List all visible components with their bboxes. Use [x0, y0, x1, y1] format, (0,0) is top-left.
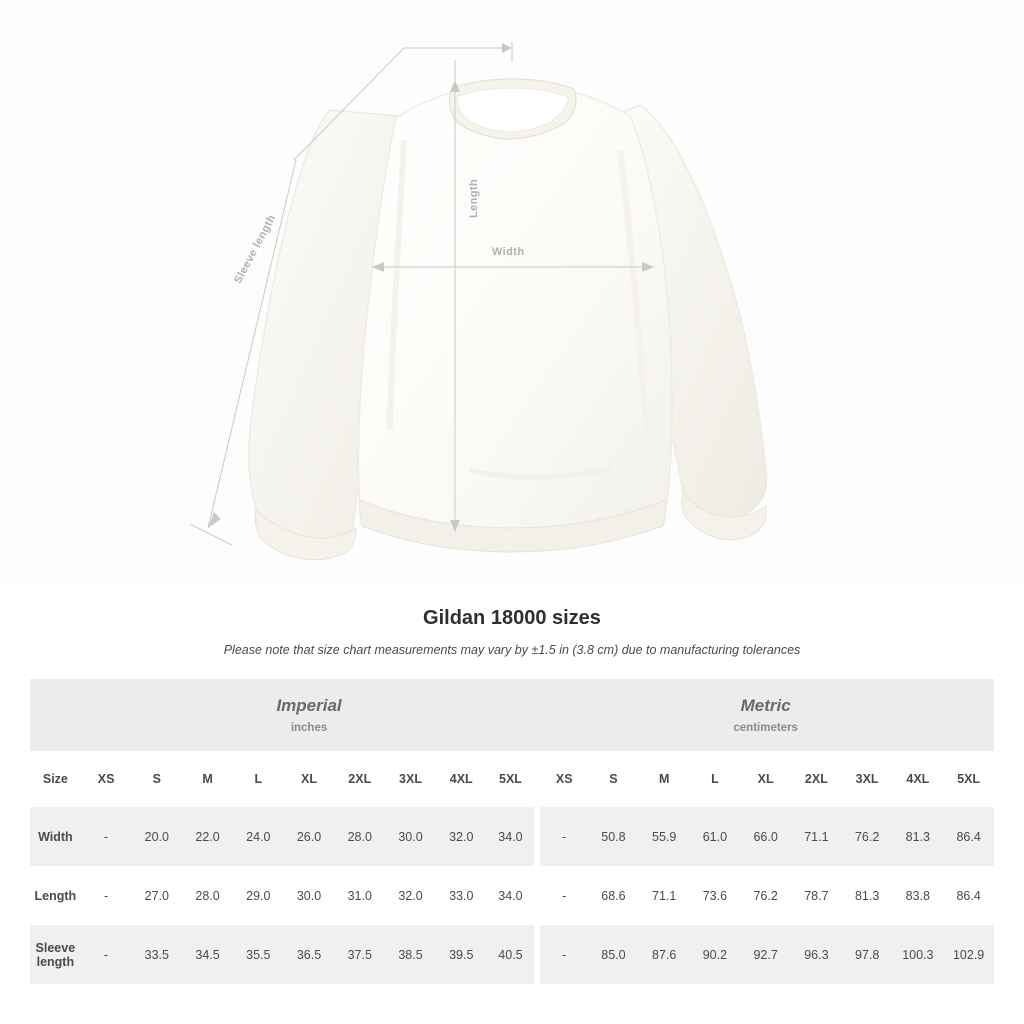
unit-group-imperial-sub: inches — [290, 722, 328, 734]
tolerance-note: Please note that size chart measurements may vary by ±1.5 in (3.8 cm) due to manufacturing tolerances — [223, 643, 801, 657]
cell-sleeve-length-metric-2xl: 96.3 — [791, 925, 842, 984]
cell-width-imperial-s: 20.0 — [131, 807, 182, 866]
cell-width-metric-5xl: 86.4 — [943, 807, 994, 866]
cell-length-metric-xl: 76.2 — [740, 866, 791, 925]
cell-width-imperial-5xl: 34.0 — [487, 807, 538, 866]
size-column-header-metric-m: M — [639, 751, 690, 807]
cell-sleeve-length-metric-4xl: 100.3 — [892, 925, 943, 984]
cell-sleeve-length-metric-l: 90.2 — [690, 925, 741, 984]
unit-header-row — [30, 679, 994, 751]
row-label-length: Length — [30, 866, 81, 925]
row-label-width: Width — [30, 807, 81, 866]
size-column-header-metric-4xl: 4XL — [892, 751, 943, 807]
width-dimension-label: Width — [492, 246, 525, 258]
size-column-header-metric-xs: XS — [537, 751, 588, 807]
size-header-cell: Size — [30, 751, 81, 807]
size-column-header-metric-l: L — [690, 751, 741, 807]
size-column-header-imperial-s: S — [131, 751, 182, 807]
size-column-header-imperial-4xl: 4XL — [436, 751, 487, 807]
cell-length-imperial-3xl: 32.0 — [385, 866, 436, 925]
cell-width-imperial-2xl: 28.0 — [334, 807, 385, 866]
cell-width-imperial-m: 22.0 — [182, 807, 233, 866]
cell-length-metric-m: 71.1 — [639, 866, 690, 925]
unit-header-spacer — [30, 679, 81, 751]
cell-sleeve-length-metric-s: 85.0 — [588, 925, 639, 984]
unit-group-metric-sub: centimeters — [733, 722, 798, 734]
cell-sleeve-length-metric-5xl: 102.9 — [943, 925, 994, 984]
cell-sleeve-length-metric-m: 87.6 — [639, 925, 690, 984]
cell-length-metric-2xl: 78.7 — [791, 866, 842, 925]
cell-length-imperial-l: 29.0 — [233, 866, 284, 925]
cell-sleeve-length-imperial-xl: 36.5 — [284, 925, 335, 984]
size-table-body — [30, 807, 994, 984]
size-column-header-metric-5xl: 5XL — [943, 751, 994, 807]
cell-width-metric-2xl: 71.1 — [791, 807, 842, 866]
cell-width-metric-4xl: 81.3 — [892, 807, 943, 866]
cell-sleeve-length-imperial-3xl: 38.5 — [385, 925, 436, 984]
cell-width-metric-3xl: 76.2 — [842, 807, 893, 866]
cell-length-metric-xs: - — [537, 866, 588, 925]
size-column-header-imperial-3xl: 3XL — [385, 751, 436, 807]
size-column-header-metric-xl: XL — [740, 751, 791, 807]
size-column-header-imperial-xl: XL — [284, 751, 335, 807]
size-column-header-imperial-5xl: 5XL — [487, 751, 538, 807]
cell-length-imperial-4xl: 33.0 — [436, 866, 487, 925]
page-title: Gildan 18000 sizes — [423, 607, 601, 629]
table-row — [30, 807, 994, 866]
size-column-header-imperial-l: L — [233, 751, 284, 807]
size-header-row — [30, 751, 994, 807]
size-column-header-metric-3xl: 3XL — [842, 751, 893, 807]
cell-length-imperial-5xl: 34.0 — [487, 866, 538, 925]
cell-length-imperial-xl: 30.0 — [284, 866, 335, 925]
cell-length-imperial-xs: - — [81, 866, 132, 925]
cell-width-imperial-3xl: 30.0 — [385, 807, 436, 866]
table-row — [30, 925, 994, 984]
cell-sleeve-length-metric-3xl: 97.8 — [842, 925, 893, 984]
cell-length-metric-3xl: 81.3 — [842, 866, 893, 925]
cell-width-metric-s: 50.8 — [588, 807, 639, 866]
unit-group-metric — [537, 679, 994, 751]
cell-length-imperial-2xl: 31.0 — [334, 866, 385, 925]
row-label-sleeve-length: Sleeve length — [30, 925, 81, 984]
cell-sleeve-length-imperial-2xl: 37.5 — [334, 925, 385, 984]
length-dimension-label: Length — [468, 178, 480, 218]
cell-length-metric-s: 68.6 — [588, 866, 639, 925]
size-column-header-metric-s: S — [588, 751, 639, 807]
cell-width-imperial-l: 24.0 — [233, 807, 284, 866]
cell-length-imperial-m: 28.0 — [182, 866, 233, 925]
unit-group-metric-name: Metric — [740, 696, 791, 715]
cell-sleeve-length-imperial-xs: - — [81, 925, 132, 984]
cell-width-imperial-xl: 26.0 — [284, 807, 335, 866]
size-column-header-imperial-m: M — [182, 751, 233, 807]
size-table — [30, 679, 994, 984]
cell-width-metric-xl: 66.0 — [740, 807, 791, 866]
size-column-header-imperial-xs: XS — [81, 751, 132, 807]
table-row — [30, 866, 994, 925]
cell-sleeve-length-metric-xs: - — [537, 925, 588, 984]
cell-width-metric-l: 61.0 — [690, 807, 741, 866]
cell-sleeve-length-imperial-s: 33.5 — [131, 925, 182, 984]
cell-sleeve-length-metric-xl: 92.7 — [740, 925, 791, 984]
cell-sleeve-length-imperial-m: 34.5 — [182, 925, 233, 984]
cell-sleeve-length-imperial-4xl: 39.5 — [436, 925, 487, 984]
size-table-wrapper — [30, 679, 994, 984]
cell-length-metric-4xl: 83.8 — [892, 866, 943, 925]
cell-sleeve-length-imperial-l: 35.5 — [233, 925, 284, 984]
cell-width-metric-m: 55.9 — [639, 807, 690, 866]
size-column-header-metric-2xl: 2XL — [791, 751, 842, 807]
cell-length-metric-5xl: 86.4 — [943, 866, 994, 925]
cell-length-imperial-s: 27.0 — [131, 866, 182, 925]
unit-group-imperial — [81, 679, 538, 751]
cell-length-metric-l: 73.6 — [690, 866, 741, 925]
cell-width-imperial-4xl: 32.0 — [436, 807, 487, 866]
cell-width-imperial-xs: - — [81, 807, 132, 866]
unit-group-imperial-name: Imperial — [276, 696, 342, 715]
cell-sleeve-length-imperial-5xl: 40.5 — [487, 925, 538, 984]
title-block — [0, 607, 1024, 657]
sleeve-length-dimension-label: Sleeve length — [232, 212, 279, 286]
cell-width-metric-xs: - — [537, 807, 588, 866]
size-column-header-imperial-2xl: 2XL — [334, 751, 385, 807]
